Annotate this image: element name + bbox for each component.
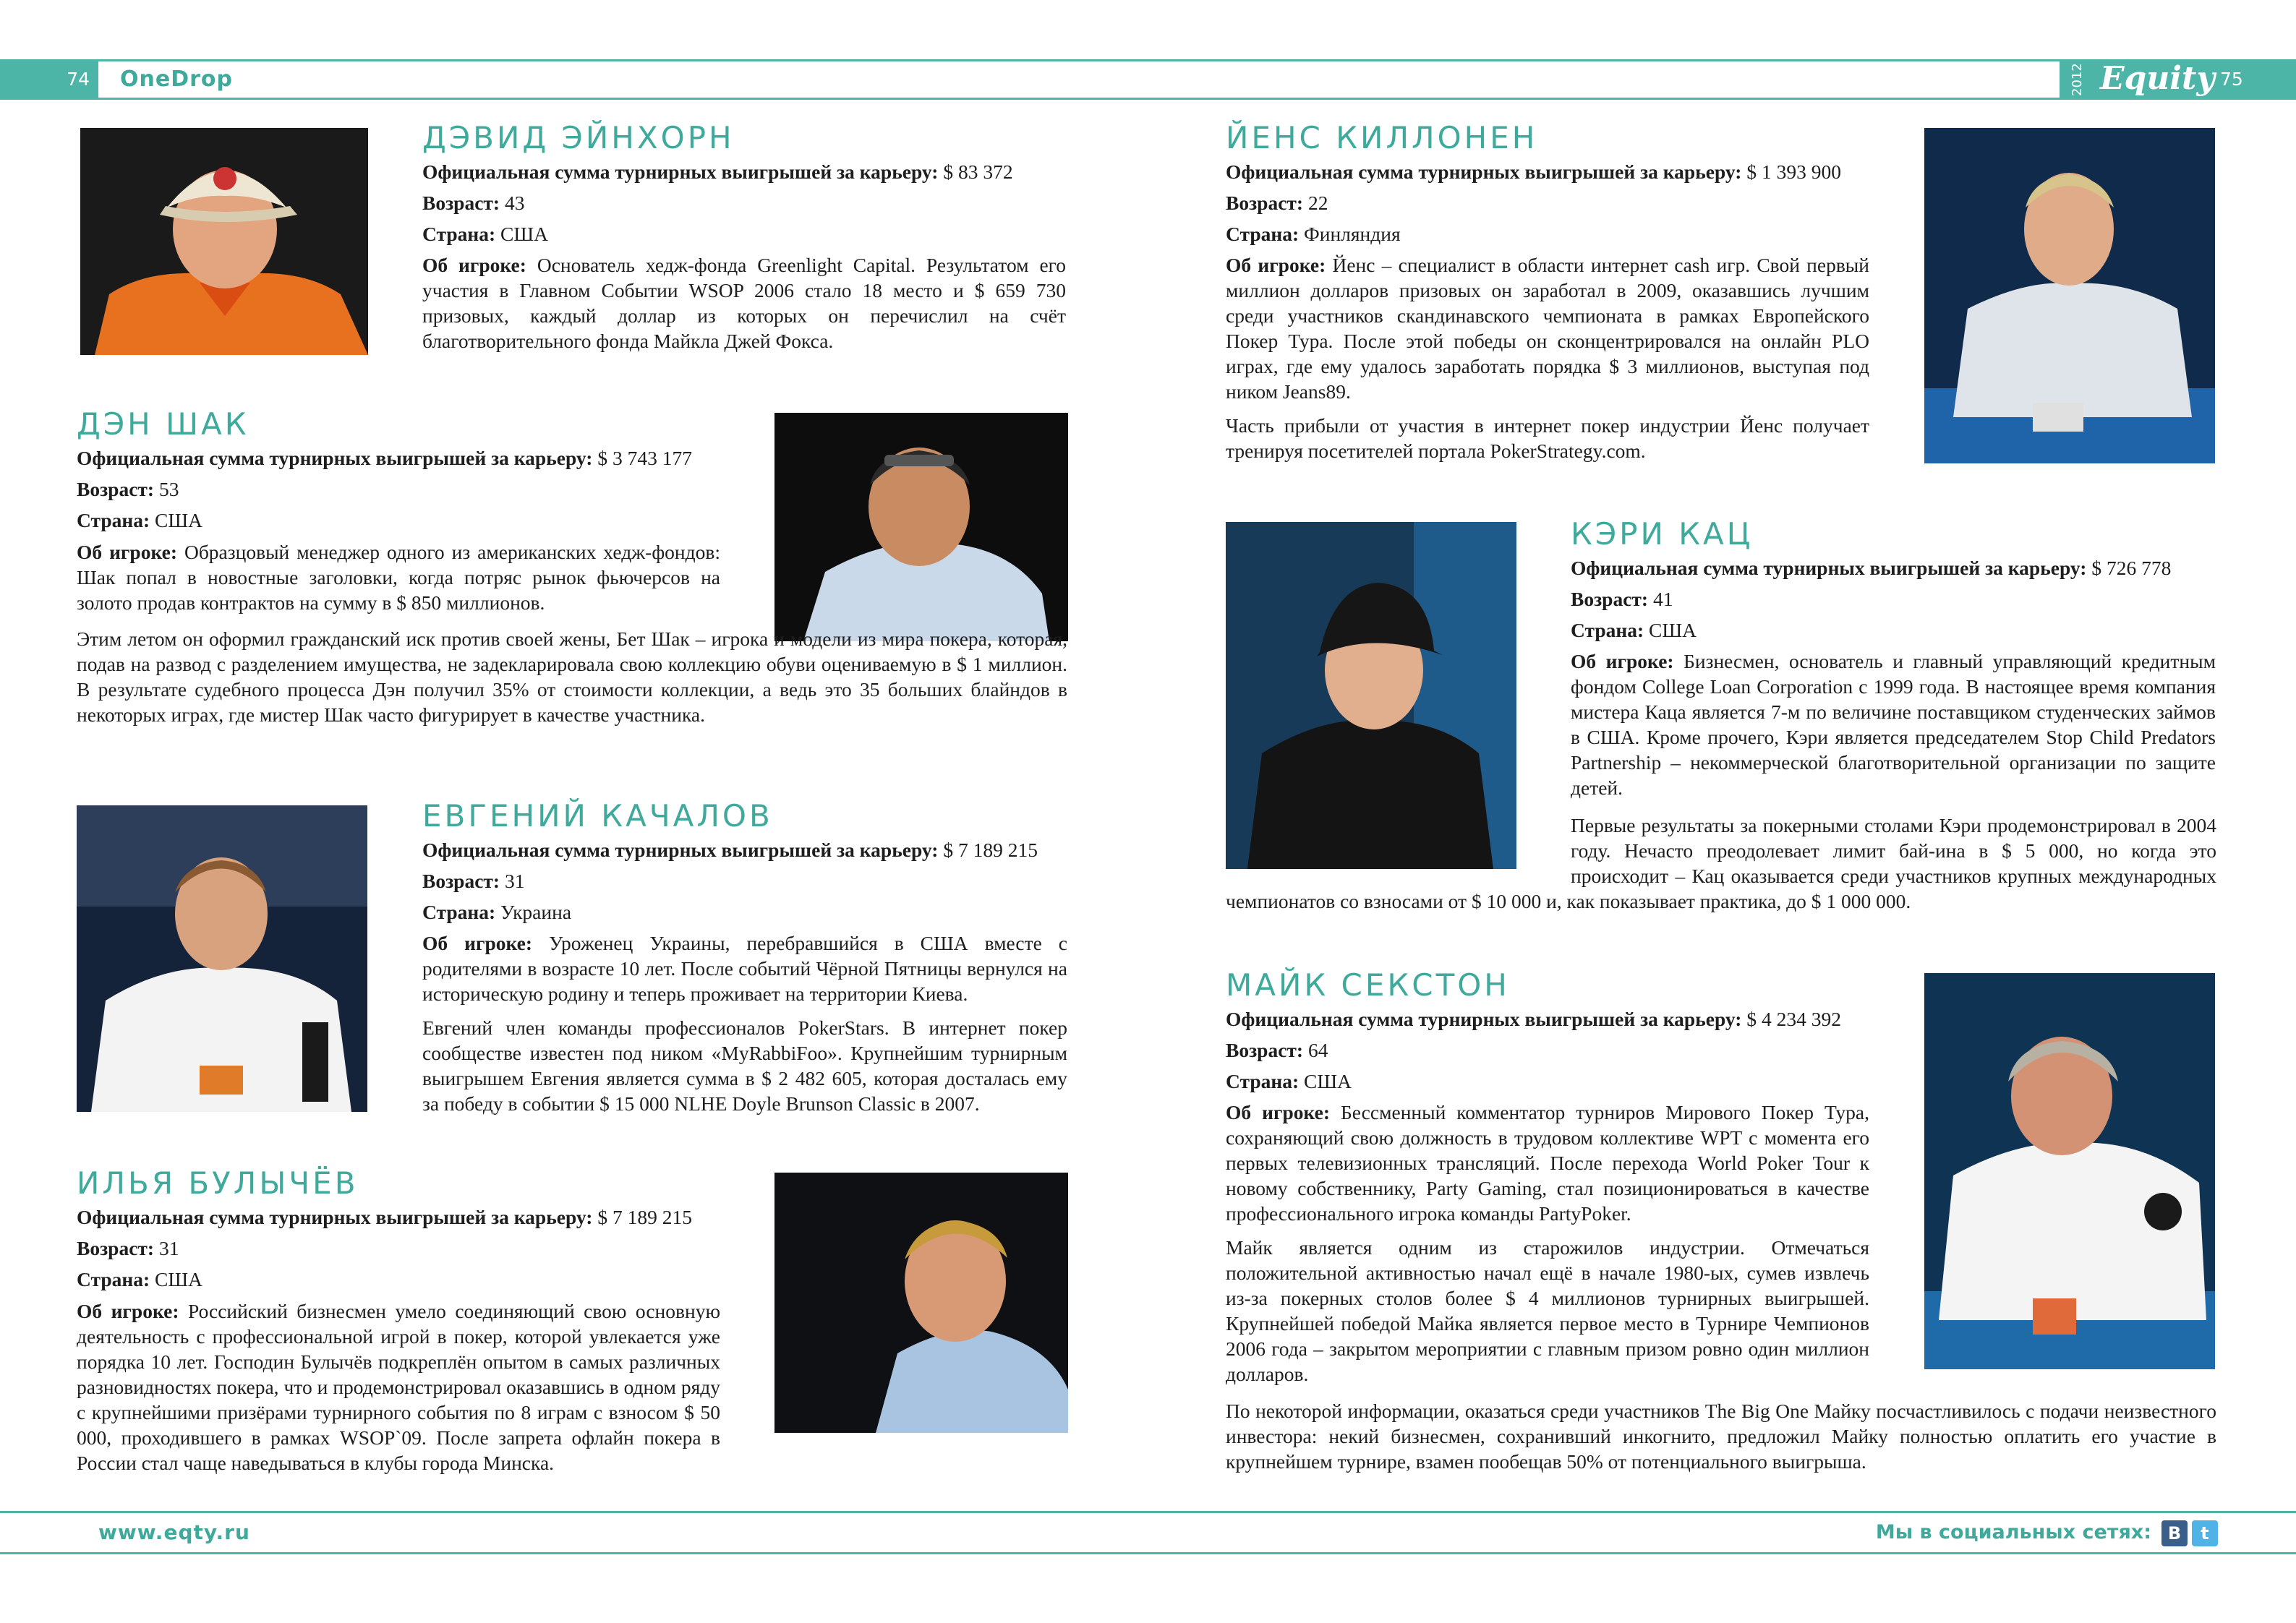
- about-paragraph: [1226, 413, 1869, 463]
- website-link[interactable]: www.eqty.ru: [98, 1520, 250, 1544]
- about-paragraph: [77, 1298, 1067, 1476]
- country-value: США: [1304, 1070, 1352, 1092]
- player-name: ЕВГЕНИЙ КАЧАЛОВ: [422, 798, 773, 834]
- age-line: [422, 190, 1066, 215]
- about-paragraph: [422, 1015, 1067, 1116]
- age-line: [77, 476, 720, 502]
- player-bio-killonen: [1226, 159, 1869, 472]
- earnings-line: [77, 445, 720, 471]
- country-label: Страна:: [1571, 619, 1644, 641]
- about-text: Образцовый менеджер одного из американских хедж-фондов: Шак попал в новостные заголовки, когда потряс рынок фьючерсов на золото продав контрактов на сумму в $ 850 миллионов.: [77, 541, 720, 614]
- about-paragraph: [422, 930, 1067, 1006]
- player-bio-bulychev-text: [77, 1298, 1067, 1484]
- age-line: [77, 1236, 720, 1261]
- age-value: 53: [158, 478, 179, 500]
- player-name: ДЭН ШАК: [77, 406, 249, 442]
- country-line: [77, 508, 720, 533]
- age-value: 41: [1652, 588, 1673, 610]
- age-value: 64: [1307, 1039, 1328, 1061]
- earnings-line: [422, 837, 1067, 862]
- about-paragraph: [1226, 813, 2216, 914]
- earnings-value: $ 3 743 177: [597, 447, 692, 469]
- issue-year: 2012: [2070, 63, 2085, 96]
- about-text: Йенс – специалист в области интернет cash игр. Свой первый миллион долларов призовых он заработал в 2009, оказавшись лучшим среди участников скандинавского чемпионата в рамках Европейского Покер Тура. После этой победы он сконцентрировался на онлайн PLO играх, где ему удалось заработать порядка $ 3 миллионов, выступая под ником Jeans89.: [1226, 254, 1869, 403]
- age-line: [1571, 586, 2216, 612]
- about-paragraph: [1571, 648, 2216, 800]
- country-value: США: [155, 1268, 202, 1290]
- country-line: [1226, 221, 1869, 247]
- text-wrap-spacer: [720, 1298, 1067, 1450]
- earnings-label: Официальная сумма турнирных выигрышей за карьеру:: [422, 160, 939, 183]
- about-label: Об игроке:: [422, 254, 526, 276]
- age-line: [1226, 190, 1869, 215]
- country-label: Страна:: [1226, 223, 1299, 245]
- about-text: Бессменный комментатор турниров Мирового Покер Тура, сохраняющий свою должность в трудовом коллективе WPT с момента его первых телевизионных трансляций. После перехода World Poker Tour к новому собственнику, Party Gaming, стал позиционироваться в качестве профессионального игрока команды PartyPoker.: [1226, 1101, 1869, 1225]
- player-bio-shak-text: [77, 539, 720, 624]
- age-label: Возраст:: [422, 870, 500, 892]
- country-line: [422, 899, 1067, 925]
- earnings-line: [1226, 1006, 1869, 1032]
- country-value: Украина: [500, 901, 572, 923]
- earnings-value: $ 7 189 215: [597, 1206, 692, 1228]
- vk-icon[interactable]: В: [2161, 1520, 2188, 1546]
- about-paragraph: [1226, 252, 1869, 404]
- country-label: Страна:: [77, 1268, 150, 1290]
- age-line: [422, 868, 1067, 894]
- age-value: 43: [504, 192, 525, 214]
- player-bio-bulychev: [77, 1204, 720, 1292]
- player-photo-sexton: [1924, 973, 2215, 1369]
- text-wrap-spacer: [1226, 813, 1571, 882]
- country-value: Финляндия: [1304, 223, 1401, 245]
- country-line: [77, 1267, 720, 1292]
- about-label: Об игроке:: [1226, 1101, 1331, 1123]
- header-rule-top: [0, 59, 2296, 61]
- social-label: Мы в социальных сетях:: [1875, 1521, 2151, 1543]
- earnings-label: Официальная сумма турнирных выигрышей за карьеру:: [1226, 1008, 1742, 1030]
- age-label: Возраст:: [1226, 192, 1304, 214]
- age-label: Возраст:: [1571, 588, 1649, 610]
- about-text: Бизнесмен, основатель и главный управляющий кредитным фондом College Loan Corporation с 1999 года. В настоящее время компания мистера Каца является 7-м по величине поставщиком студенческих займов в США. Кроме прочего, Кэри является председателем Stop Child Predators Partnership – некоммерческой благотворительной организации по защите детей.: [1571, 650, 2216, 799]
- earnings-line: [1226, 159, 1869, 184]
- player-photo-kachalov: [77, 805, 367, 1112]
- about-paragraph: [1226, 1235, 1869, 1387]
- earnings-value: $ 7 189 215: [943, 839, 1038, 861]
- age-label: Возраст:: [77, 1237, 155, 1259]
- player-bio-katz-extra: [1226, 813, 2216, 922]
- left-page-number: 74: [67, 69, 90, 90]
- age-line: [1226, 1037, 1869, 1063]
- earnings-label: Официальная сумма турнирных выигрышей за карьеру:: [77, 447, 593, 469]
- player-photo-einhorn: [80, 128, 368, 355]
- about-text: Евгений член команды профессионалов PokerStars. В интернет покер сообществе известен под ником «MyRabbiFoo». Крупнейшим турнирным выигрышем Евгения является сумма в $ 2 482 605, которая досталась ему за победу в событии $ 15 000 NLHE Doyle Brunson Classic в 2007.: [422, 1016, 1067, 1115]
- earnings-value: $ 83 372: [943, 160, 1013, 183]
- country-value: США: [500, 223, 548, 245]
- page-header: [0, 59, 2296, 100]
- player-bio-sexton-extra: [1226, 1398, 2216, 1483]
- earnings-value: $ 4 234 392: [1746, 1008, 1841, 1030]
- age-value: 31: [504, 870, 525, 892]
- earnings-line: [422, 159, 1066, 184]
- player-bio-shak: [77, 445, 720, 533]
- section-title: OneDrop: [120, 67, 233, 92]
- about-paragraph: [422, 252, 1066, 354]
- country-value: США: [1649, 619, 1697, 641]
- magazine-logo: Equity: [2100, 60, 2215, 97]
- age-value: 22: [1307, 192, 1328, 214]
- player-photo-killonen: [1924, 128, 2215, 463]
- earnings-value: $ 1 393 900: [1746, 160, 1841, 183]
- about-text: Майк является одним из старожилов индустрии. Отмечаться положительной активностью начал ещё в начале 1980-ых, сумев извлечь из-за покерных столов более $ 4 миллионов турнирных выигрышей. Крупнейшей победой Майка является первое место в Турнире Чемпионов 2006 года – закрытом мероприятии с главным призом ровно один миллион долларов.: [1226, 1236, 1869, 1385]
- player-name: МАЙК СЕКСТОН: [1226, 967, 1510, 1003]
- player-name: ДЭВИД ЭЙНХОРН: [422, 120, 735, 155]
- page-footer: [0, 1511, 2296, 1554]
- about-label: Об игроке:: [77, 541, 177, 563]
- about-label: Об игроке:: [422, 932, 533, 954]
- player-name: КЭРИ КАЦ: [1571, 516, 1754, 552]
- earnings-line: [1571, 555, 2216, 581]
- country-line: [1226, 1069, 1869, 1094]
- about-label: Об игроке:: [1571, 650, 1674, 672]
- twitter-icon[interactable]: t: [2192, 1520, 2218, 1546]
- country-value: США: [155, 509, 202, 531]
- about-text: Этим летом он оформил гражданский иск против своей жены, Бет Шак – игрока и модели из мира покера, которая, подав на развод с разделением имущества, не задекларировала свою коллекцию обуви оцениваемую в $ 1 миллион. В результате судебного процесса Дэн получил 35% от стоимости коллекции, а ведь это 35 больших блайндов в некоторых играх, где мистер Шак часто фигурирует в качестве участника.: [77, 628, 1067, 726]
- player-bio-katz: [1571, 555, 2216, 809]
- country-label: Страна:: [422, 223, 496, 245]
- country-line: [422, 221, 1066, 247]
- header-rule-bottom: [0, 98, 2296, 100]
- about-paragraph: [77, 539, 720, 615]
- player-name: ЙЕНС КИЛЛОНЕН: [1226, 120, 1538, 155]
- about-text: По некоторой информации, оказаться среди участников The Big One Майку посчастливилось с подачи неизвестного инвестора: некий бизнесмен, сохранивший инкогнито, предложил Майку полностью оплатить его участие в крупнейшем турнире, взамен пообещав 50% от потенциального выигрыша.: [1226, 1400, 2216, 1473]
- about-text: Часть прибыли от участия в интернет покер индустрии Йенс получает тренируя посетителей портала PokerStrategy.com.: [1226, 414, 1869, 462]
- country-line: [1571, 617, 2216, 643]
- country-label: Страна:: [1226, 1070, 1299, 1092]
- country-label: Страна:: [422, 901, 496, 923]
- earnings-label: Официальная сумма турнирных выигрышей за карьеру:: [422, 839, 939, 861]
- about-text: Уроженец Украины, перебравшийся в США вместе с родителями в возрасте 10 лет. После событий Чёрной Пятницы вернулся на историческую родину и теперь проживает на территории Киева.: [422, 932, 1067, 1005]
- about-label: Об игроке:: [1226, 254, 1326, 276]
- earnings-label: Официальная сумма турнирных выигрышей за карьеру:: [1226, 160, 1742, 183]
- about-paragraph: [1226, 1100, 1869, 1226]
- about-paragraph: [77, 626, 1067, 727]
- player-bio-shak-extra: [77, 626, 1067, 736]
- about-text: Российский бизнесмен умело соединяющий свою основную деятельность с профессиональной игрой в покер, которой увлекается уже порядка 10 лет. Господин Булычёв подкреплён опытом в самых различных разновидностях покера, что и продемонстрировал оказавшись в одном ряду с крупнейшими призёрами турнирного события по 8 играм с взносом $ 50 000, проходившего в рамках WSOP`09. После запрета офлайн покера в России стал чаще наведываться в клубы города Минска.: [77, 1300, 721, 1474]
- country-label: Страна:: [77, 509, 150, 531]
- age-label: Возраст:: [1226, 1039, 1304, 1061]
- age-label: Возраст:: [422, 192, 500, 214]
- about-paragraph: [1226, 1398, 2216, 1474]
- about-label: Об игроке:: [77, 1300, 179, 1322]
- player-name: ИЛЬЯ БУЛЫЧЁВ: [77, 1165, 359, 1201]
- age-value: 31: [158, 1237, 179, 1259]
- left-page-number-box: [0, 59, 98, 100]
- earnings-line: [77, 1204, 720, 1230]
- about-text: Первые результаты за покерными столами Кэри продемонстрировал в 2004 году. Нечасто преодолевает лимит бай-ина в $ 5 000, но когда это происходит – Кац оказывается среди участников крупных международных чемпионатов со взносами от $ 10 000 и, как показывает практика, до $ 1 000 000.: [1226, 814, 2216, 912]
- right-page-number-box: [2060, 59, 2296, 100]
- player-bio-kachalov: [422, 837, 1067, 1125]
- earnings-value: $ 726 778: [2091, 557, 2172, 579]
- player-bio-sexton: [1226, 1006, 1869, 1395]
- earnings-label: Официальная сумма турнирных выигрышей за карьеру:: [77, 1206, 593, 1228]
- about-text: Основатель хедж-фонда Greenlight Capital. Результатом его участия в Главном Событии WSOP 2006 стало 18 место и $ 659 730 призовых, каждый доллар из которых он перечислил на счёт благотворительного фонда Майкла Джей Фокса.: [422, 254, 1067, 352]
- player-bio-einhorn: [422, 159, 1066, 362]
- age-label: Возраст:: [77, 478, 155, 500]
- right-page-number: 75: [2220, 69, 2243, 90]
- player-photo-shak: [774, 413, 1068, 641]
- earnings-label: Официальная сумма турнирных выигрышей за карьеру:: [1571, 557, 2087, 579]
